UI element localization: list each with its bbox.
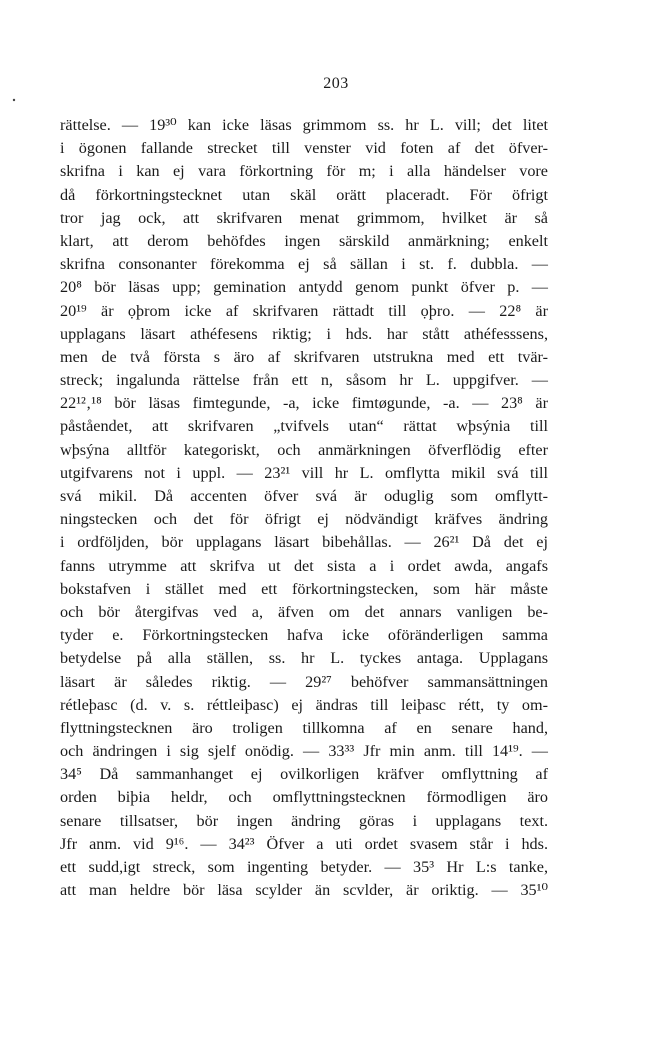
text-line: orden biþia heldr, och omflyttningstecknen förmodligen äro (60, 788, 548, 807)
text-line: ett sudd,igt streck, som ingenting betyder. — 35³ Hr L:s tanke, (60, 858, 548, 876)
text-line: streck; ingalunda rättelse från ett n, såsom hr L. uppgifver. — (60, 371, 548, 390)
text-line: då förkortningstecknet utan skäl orätt placeradt. För öfrigt (60, 185, 548, 204)
text-line: 22¹²‚¹⁸ bör läsas fimtegunde, -a, icke fimtøgunde, -a. — 23⁸ är (60, 394, 548, 413)
text-line: skrifna i kan ej vara förkortning för m; i alla händelser vore (60, 162, 548, 181)
text-line: flyttningstecknen äro troligen tillkomna af en senare hand, (60, 718, 548, 737)
text-line: senare tillsatser, bör ingen ändring göras i upplagans text. (60, 811, 548, 830)
text-line: skrifna consonanter förekomma ej så sällan i st. f. dubbla. — (60, 255, 548, 274)
text-line: ningstecken och det för öfrigt ej nödvändigt kräfves ändring (60, 510, 548, 529)
text-line: 34⁵ Då sammanhanget ej ovilkorligen kräfver omflyttning af (60, 765, 548, 784)
text-line: påståendet, att skrifvaren „tvifvels utan“ rättat wþsýnia till (60, 417, 548, 436)
text-line: men de två första s äro af skrifvaren utstrukna med ett tvär- (60, 347, 548, 366)
text-line: klart, att derom behöfdes ingen särskild anmärkning; enkelt (60, 231, 548, 250)
text-line: 20⁸ bör läsas upp; gemination antydd genom punkt öfver p. — (60, 278, 548, 297)
text-line: rättelse. — 19³⁰ kan icke läsas grimmom ss. hr L. vill; det litet (60, 116, 548, 134)
text-line: i ordföljden, bör upplagans läsart bibehållas. — 26²¹ Då det ej (60, 533, 548, 552)
text-line: 20¹⁹ är ọþrom icke af skrifvaren rättadt till ọþro. — 22⁸ är (60, 301, 548, 320)
text-line: och bör återgifvas ved a, äfven om det annars vanligen be- (60, 602, 548, 621)
text-line: utgifvarens not i uppl. — 23²¹ vill hr L. omflytta mikil svá till (60, 463, 548, 482)
text-line: wþsýna alltför kategoriskt, och anmärkningen öfverflödig efter (60, 440, 548, 459)
text-line: betydelse på alla ställen, ss. hr L. tyckes antaga. Upplagans (60, 649, 548, 668)
text-line: i ögonen fallande strecket till venster vid foten af det öfver- (60, 139, 548, 158)
text-line: tror jag ock, att skrifvaren menat grimmom, hvilket är så (60, 208, 548, 227)
text-line: fanns utrymme att skrifva ut det sista a i ordet awda, angafs (60, 556, 548, 575)
text-line: svá mikil. Då accenten öfver svá är oduglig som omflytt- (60, 487, 548, 505)
text-line: läsart är således riktig. — 29²⁷ behöfver sammansättningen (60, 672, 548, 691)
text-line: och ändringen i sig sjelf onödig. — 33³³ Jfr min anm. till 14¹⁹. — (60, 742, 548, 761)
text-line: rétleþasc (d. v. s. réttleiþasc) ej ändras till leiþasc rétt, ty om- (60, 695, 548, 714)
speck (13, 99, 15, 101)
page-number: 203 (323, 75, 349, 92)
text-line: bokstafven i stället med ett förkortningstecken, som här måste (60, 579, 548, 598)
text-line: tyder e. Förkortningstecken hafva icke oföränderligen samma (60, 626, 548, 645)
text-line: upplagans läsart athéfesens riktig; i hds. har stått athéfesssens, (60, 324, 548, 343)
text-line: Jfr anm. vid 9¹⁶. — 34²³ Öfver a uti ordet svasem står i hds. (60, 834, 548, 853)
text-line: att man heldre bör läsa scylder än scvlder, är oriktig. — 35¹⁰ (60, 881, 548, 900)
